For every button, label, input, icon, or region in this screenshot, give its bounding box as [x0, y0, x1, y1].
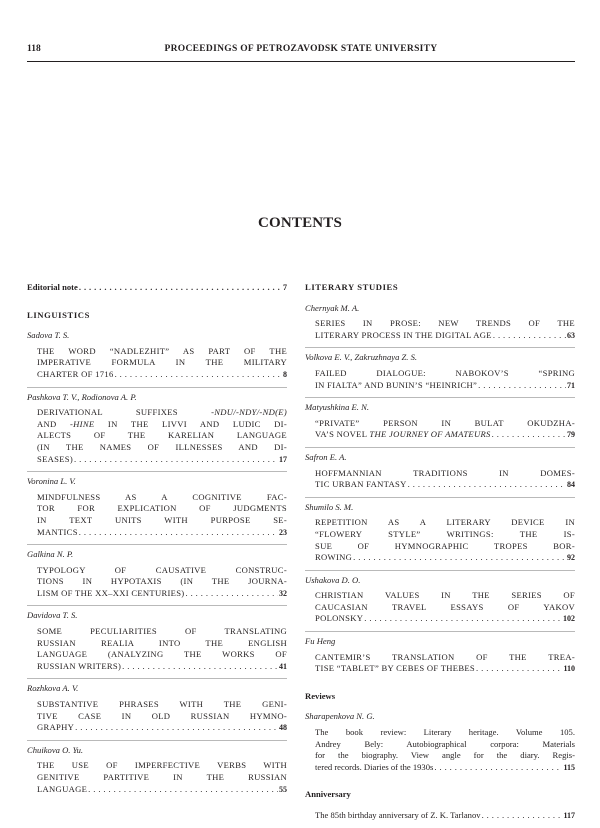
divider [27, 605, 287, 606]
toc-entry[interactable]: Galkina N. P. TYPOLOGY OF CAUSATIVE CONSTRUC- TIONS IN HYPOTAXIS (IN THE JOURNA- LISM OF THE XX–XXI CENTURIES) . . . 32 [27, 549, 287, 599]
author: Chuikova O. Yu. [27, 744, 84, 755]
toc-right-column [305, 282, 575, 828]
toc-entry[interactable]: Safron E. A. HOFFMANNIAN TRADITIONS IN DOMES- TIC URBAN FANTASY . . . 84 [305, 452, 575, 491]
page-ref: 79 [567, 430, 575, 440]
toc-entry[interactable]: Chuikova O. Yu. THE USE OF IMPERFECTIVE VERBS WITH GENITIVE PARTITIVE IN THE RUSSIAN LANGUAGE . . . 55 [27, 745, 287, 795]
author: Fu Heng [305, 636, 336, 647]
toc-entry[interactable]: Fu Heng CANTEMIR’S TRANSLATION OF THE TREA- TISE “TABLET” BY CEBES OF THEBES . . . 110 [305, 636, 575, 675]
page-ref: 117 [563, 811, 575, 820]
page-ref: 8 [283, 369, 287, 379]
page-ref: 17 [279, 454, 287, 464]
running-header [27, 44, 575, 58]
toc-entry[interactable]: Ushakova D. O. CHRISTIAN VALUES IN THE SERIES OF CAUCASIAN TRAVEL ESSAYS OF YAKOV POLONSKY . . . 102 [305, 575, 575, 625]
toc-entry[interactable]: Davidova T. S. SOME PECULIARITIES OF TRANSLATING RUSSIAN REALIA INTO THE ENGLISH LANGUAGE (ANALYZING THE WORKS OF RUSSIAN WRITERS) . . . 41 [27, 610, 287, 672]
page-ref: 23 [279, 527, 287, 537]
page-ref: 115 [563, 762, 575, 772]
author: Shumilo S. M. [305, 501, 354, 512]
page-ref: 71 [567, 380, 575, 390]
header-rule [27, 61, 575, 62]
author: Sharapenkova N. G. [305, 711, 375, 722]
author: Voronina L. V. [27, 476, 76, 487]
divider [305, 447, 575, 448]
divider [27, 740, 287, 741]
page-ref: 41 [279, 661, 287, 671]
contents-heading: CONTENTS [257, 215, 343, 231]
divider [27, 387, 287, 388]
page-ref: 110 [563, 664, 575, 674]
toc-left-column [27, 282, 287, 801]
page-ref: 84 [567, 480, 575, 490]
divider [305, 397, 575, 398]
author: Rozhkova A. V. [27, 683, 79, 694]
divider [305, 497, 575, 498]
author: Volkova E. V., Zakruzhnaya Z. S. [305, 352, 418, 363]
toc-entry[interactable]: Matyushkina E. N. “PRIVATE” PERSON IN BULAT OKUDZHA- VA’S NOVEL THE JOURNEY OF AMATEURS . . . 79 [305, 402, 575, 441]
author: Matyushkina E. N. [305, 402, 369, 413]
divider [305, 570, 575, 571]
toc-entry[interactable]: Volkova E. V., Zakruzhnaya Z. S. FAILED DIALOGUE: NABOKOV’S “SPRING IN FIALTA” AND BUNIN’S “HEINRICH” . . . 71 [305, 352, 575, 391]
author: Safron E. A. [305, 451, 347, 462]
page-ref: 32 [279, 588, 287, 598]
section-heading-reviews: Reviews [305, 690, 336, 701]
author: Sadova T. S. [27, 330, 70, 341]
author: Pashkova T. V., Rodionova A. P. [27, 391, 137, 402]
divider [27, 678, 287, 679]
journal-title: PROCEEDINGS OF PETROZAVODSK STATE UNIVERSITY [164, 44, 438, 54]
section-heading-anniversary: Anniversary [305, 789, 351, 800]
toc-entry-anniversary[interactable]: The 85th birthday anniversary of Z. K. Tarlanov . . . 117 [305, 810, 575, 822]
divider [27, 544, 287, 545]
page-ref: 48 [279, 723, 287, 733]
page-ref: 102 [563, 614, 575, 624]
toc-entry[interactable]: Rozhkova A. V. SUBSTANTIVE PHRASES WITH THE GENI- TIVE CASE IN OLD RUSSIAN HYMNO- GRAPHY . . . 48 [27, 683, 287, 733]
divider [305, 347, 575, 348]
page-ref: 55 [279, 784, 287, 794]
page-ref: 92 [567, 553, 575, 563]
page-ref: 63 [567, 330, 575, 340]
toc-entry[interactable]: Shumilo S. M. REPETITION AS A LITERARY DEVICE IN “FLOWERY STYLE” WRITINGS: THE IS- SUE OF HYMNOGRAPHIC TROPES BOR- ROWING . . . 92 [305, 502, 575, 564]
author: Davidova T. S. [27, 610, 78, 621]
toc-entry[interactable]: Sadova T. S. THE WORD “NADLEZHIT” AS PART OF THE IMPERATIVE FORMULA IN THE MILITARY CHARTER OF 1716 . . . 8 [27, 330, 287, 380]
section-heading-linguistics: LINGUISTICS [27, 309, 90, 320]
toc-entry[interactable]: Pashkova T. V., Rodionova A. P. DERIVATIONAL SUFFIXES -NDU/-NDY/-ND(E) AND -HINE IN THE LIVVI AND LUDIC DI- ALECTS OF THE KARELIAN LANGUAGE (IN THE NAMES OF ILLNESSES AND DI- SEASES) . . . 17 [27, 392, 287, 466]
toc-entry-editorial[interactable]: Editorial note . . . 7 [27, 282, 287, 294]
divider [305, 631, 575, 632]
page-ref: 7 [283, 283, 287, 292]
author: Chernyak M. A. [305, 302, 360, 313]
toc-entry[interactable]: Voronina L. V. MINDFULNESS AS A COGNITIVE FAC- TOR FOR EXPLICATION OF JUDGMENTS IN TEXT UNITS WITH PURPOSE SE- MANTICS . . . 23 [27, 476, 287, 538]
toc-entry[interactable]: Chernyak M. A. SERIES IN PROSE: NEW TRENDS OF THE LITERARY PROCESS IN THE DIGITAL AGE . . . 63 [305, 303, 575, 342]
toc-entry-review[interactable]: Sharapenkova N. G. The book review: Literary heritage. Volume 105. Andrey Bely: Autobiographical corpora: Materials for the biography. View angle for the diary. Regis- tered records. Diaries of the 1930s . . . 115 [305, 711, 575, 773]
divider [27, 471, 287, 472]
section-heading-literary-studies: LITERARY STUDIES [305, 282, 399, 292]
author: Ushakova D. O. [305, 574, 361, 585]
author: Galkina N. P. [27, 549, 74, 560]
page-number: 118 [27, 44, 41, 54]
